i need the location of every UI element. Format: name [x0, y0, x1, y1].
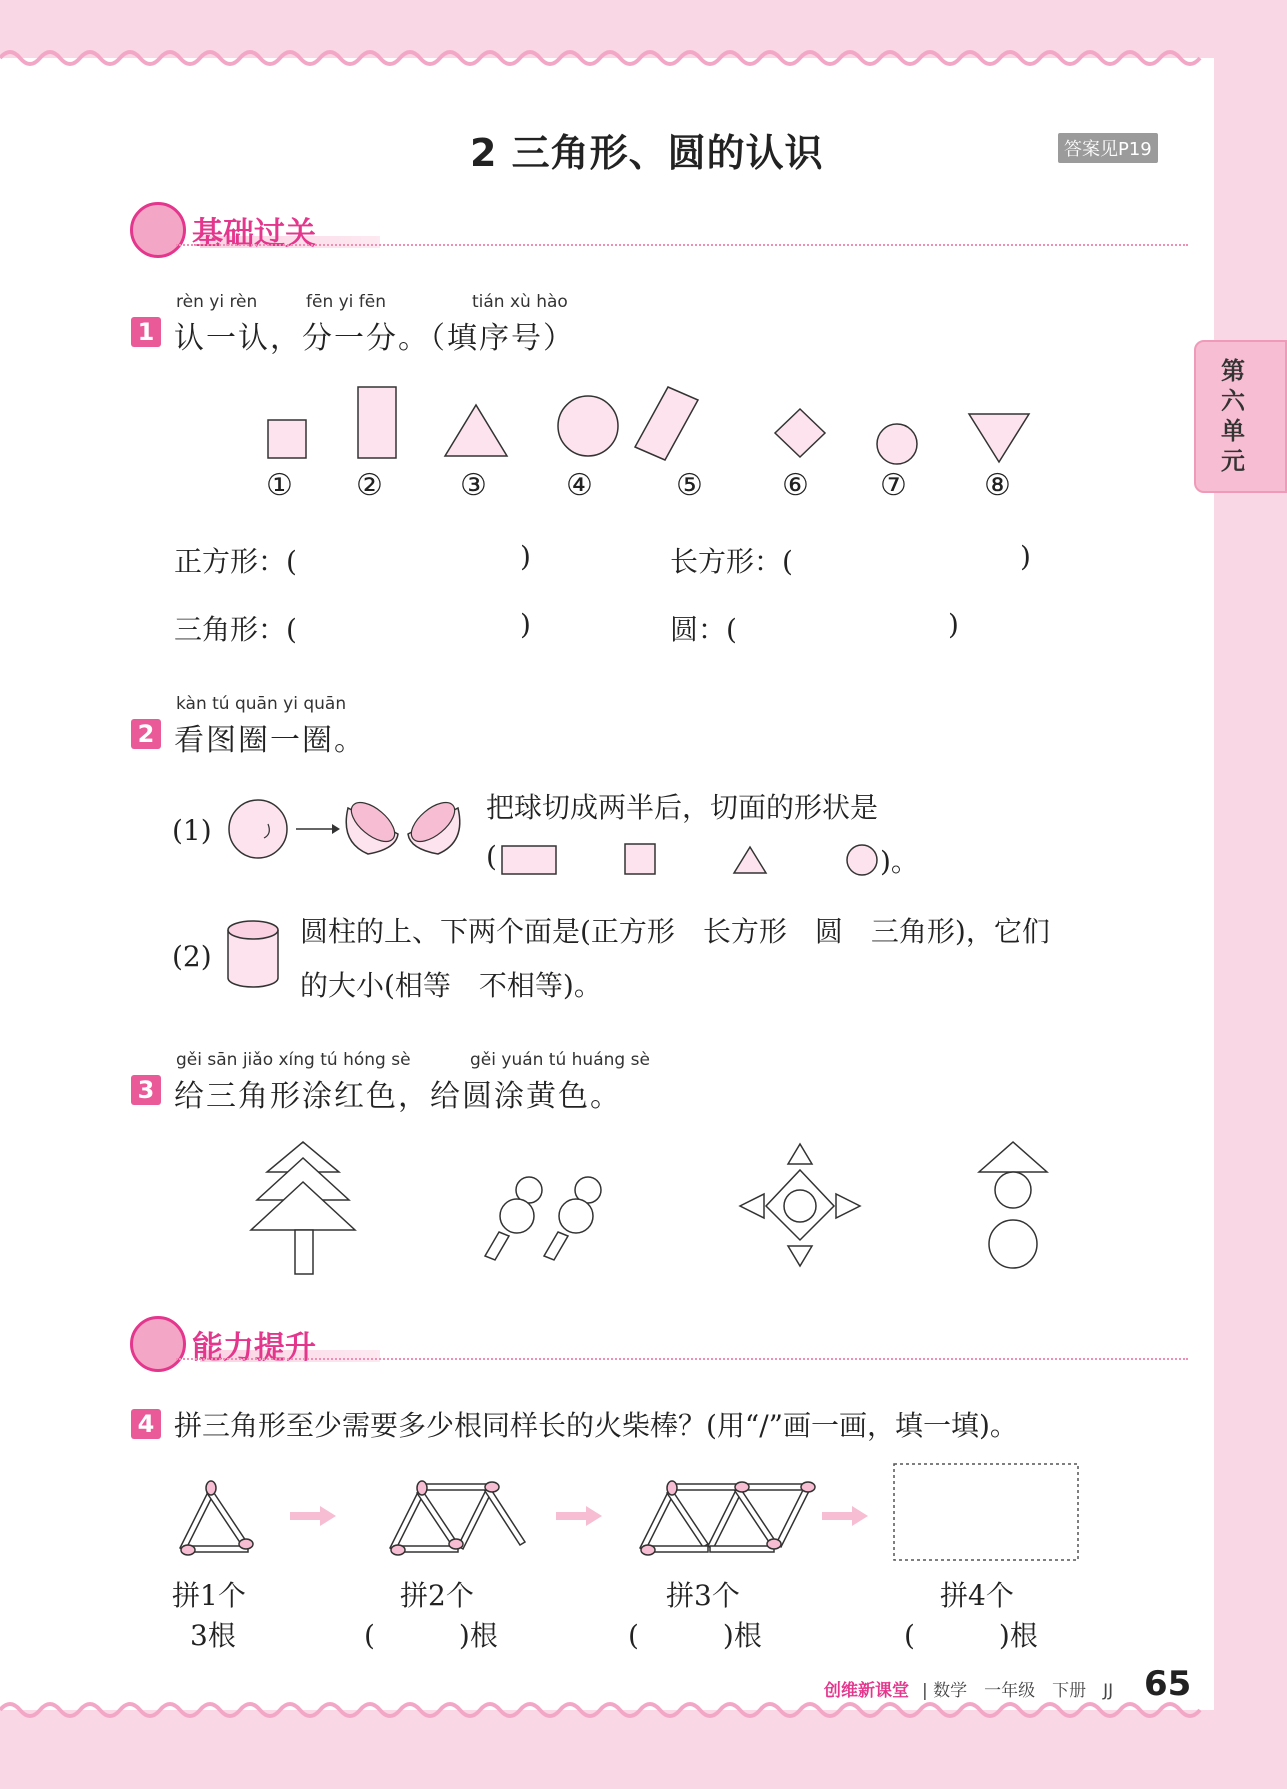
drawing-answer-box[interactable]	[894, 1464, 1078, 1560]
q1-pinyin-b: fēn yi fēn	[306, 292, 387, 312]
circle-answer-close: )	[948, 608, 959, 641]
shape-2-rectangle	[358, 387, 396, 458]
q2-part1-open: (	[486, 840, 497, 873]
q3-pinyin-a: gěi sān jiǎo xíng tú hóng sè	[176, 1050, 411, 1070]
figure-flower[interactable]	[740, 1144, 860, 1266]
q2-part1-options	[498, 840, 878, 880]
page-number: 65	[1144, 1664, 1192, 1704]
q4-item3-answer[interactable]: ( )根	[628, 1619, 762, 1652]
q3-number-badge: 3	[131, 1075, 161, 1105]
shape-label-8: ⑧	[984, 468, 1011, 503]
q2-part1-text: 把球切成两半后，切面的形状是	[486, 791, 879, 824]
triangle-answer-label: 三角形：(	[174, 613, 297, 646]
figure-lollipops[interactable]	[485, 1177, 601, 1260]
q2-part1-label: (1)	[172, 814, 212, 847]
section-divider	[176, 244, 1188, 246]
section-header-basic	[130, 202, 1190, 258]
q2-part1-close: )。	[880, 845, 919, 878]
q3-pinyin-b: gěi yuán tú huáng sè	[470, 1050, 650, 1070]
q2-part2-label: (2)	[172, 940, 212, 973]
q2-part2-text-line1: 圆柱的上、下两个面是(正方形 长方形 圆 三角形)，它们	[300, 915, 1050, 948]
matchstick-triangles-3	[640, 1481, 815, 1555]
matchstick-triangles-2	[390, 1481, 525, 1555]
shape-label-4: ④	[566, 468, 593, 503]
shape-7-circle	[877, 424, 917, 464]
footer-brand: 创维新课堂	[824, 1681, 909, 1701]
q1-number-badge: 1	[131, 317, 161, 347]
q4-matchstick-illustration	[170, 1456, 1090, 1556]
option-circle[interactable]	[847, 845, 877, 875]
footer-info: | 数学 一年级 下册 JJ	[922, 1681, 1114, 1701]
q3-coloring-figures	[240, 1138, 1100, 1278]
triangle-answer-close: )	[520, 608, 531, 641]
shape-label-7: ⑦	[880, 468, 907, 503]
answer-reference: 答案见P19	[1058, 133, 1158, 163]
section-title-advanced: 能力提升	[192, 1330, 316, 1366]
top-wave-border	[0, 46, 1214, 70]
mascot-icon	[130, 202, 186, 258]
q2-number-badge: 2	[131, 719, 161, 749]
shape-5-rectangle-tilted	[635, 387, 698, 460]
figure-tree[interactable]	[251, 1142, 355, 1274]
square-answer-close: )	[520, 540, 531, 573]
shape-1-square	[268, 420, 306, 458]
q2-pinyin: kàn tú quān yi quān	[176, 694, 347, 714]
shape-8-triangle-inverted	[969, 414, 1029, 462]
q4-item4-label: 拼4个	[940, 1579, 1014, 1612]
option-rectangle[interactable]	[502, 846, 556, 874]
shape-label-3: ③	[460, 468, 487, 503]
bottom-wave-border	[0, 1698, 1214, 1722]
q1-text: 认一认，分一分。（填序号）	[174, 321, 575, 356]
q4-item3-label: 拼3个	[666, 1579, 740, 1612]
cylinder-icon	[226, 918, 282, 990]
q4-item2-answer[interactable]: ( )根	[364, 1619, 498, 1652]
unit-tab[interactable]	[1194, 340, 1287, 493]
section-divider	[176, 1358, 1188, 1360]
q2-text: 看图圈一圈。	[174, 723, 366, 758]
option-triangle[interactable]	[734, 847, 766, 873]
rect-answer-label: 长方形：(	[670, 545, 793, 578]
shape-6-diamond	[775, 409, 825, 457]
q1-pinyin-c: tián xù hào	[472, 292, 568, 312]
shape-label-6: ⑥	[782, 468, 809, 503]
arrow-right-icon	[556, 1506, 602, 1526]
q4-text: 拼三角形至少需要多少根同样长的火柴棒？(用“/”画一画，填一填)。	[174, 1409, 1018, 1442]
shape-label-2: ②	[356, 468, 383, 503]
q3-text: 给三角形涂红色，给圆涂黄色。	[174, 1079, 622, 1114]
page-title: 2 三角形、圆的认识	[470, 131, 824, 175]
figure-snowman[interactable]	[979, 1142, 1047, 1268]
mascot-icon	[130, 1316, 186, 1372]
shape-3-triangle	[445, 405, 507, 456]
q1-shapes	[250, 380, 1050, 470]
q2-part2-text-line2: 的大小(相等 不相等)。	[300, 969, 602, 1002]
unit-tab-label: 第六单元	[1221, 357, 1245, 475]
arrow-right-icon	[822, 1506, 868, 1526]
q4-item4-answer[interactable]: ( )根	[904, 1619, 1038, 1652]
q4-number-badge: 4	[131, 1409, 161, 1439]
q4-item1-label: 拼1个	[172, 1579, 246, 1612]
q1-pinyin-a: rèn yi rèn	[176, 292, 258, 312]
matchstick-triangle-1	[180, 1481, 253, 1555]
rect-answer-close: )	[1020, 540, 1031, 573]
shape-label-5: ⑤	[676, 468, 703, 503]
q2-ball-cut-illustration	[228, 794, 464, 864]
shape-4-circle	[558, 396, 618, 456]
square-answer-label: 正方形：(	[174, 545, 297, 578]
q4-item1-answer: 3根	[190, 1619, 236, 1652]
section-header-advanced	[130, 1316, 1190, 1372]
arrow-right-icon	[290, 1506, 336, 1526]
option-square[interactable]	[625, 844, 655, 874]
section-title-basic: 基础过关	[192, 216, 316, 252]
circle-answer-label: 圆：(	[670, 613, 737, 646]
q4-item2-label: 拼2个	[400, 1579, 474, 1612]
shape-label-1: ①	[266, 468, 293, 503]
ball-icon	[229, 800, 287, 858]
